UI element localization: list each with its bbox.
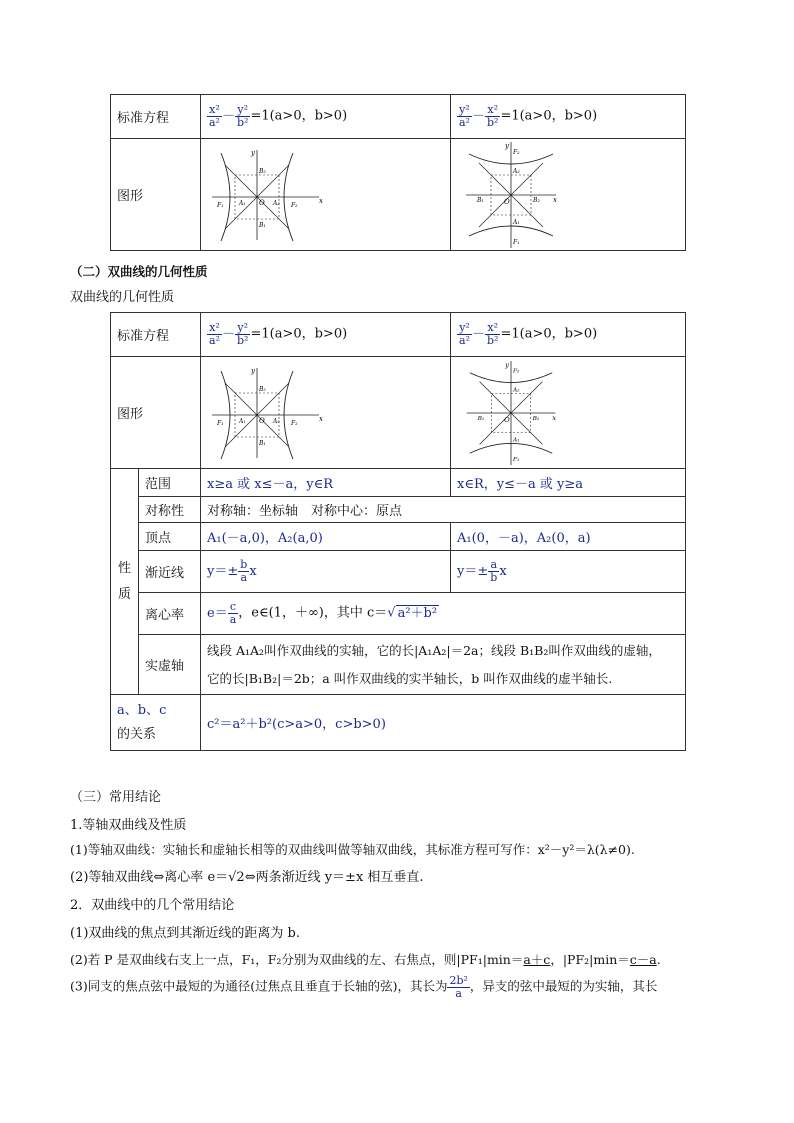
hyperbola-vertical-graph — [461, 140, 561, 250]
svg-text:F₁: F₁ — [217, 201, 224, 209]
svg-text:F₂: F₂ — [512, 368, 520, 375]
eq-tail: =1(a>0，b>0) — [500, 327, 598, 342]
symmetry-label: 对称性 — [139, 497, 201, 523]
graph-cell-vertical — [451, 139, 686, 251]
axes-line-2: 它的长|B₁B₂|＝2b；a 叫作双曲线的实半轴长，b 叫作双曲线的虚半轴长. — [207, 670, 613, 686]
svg-text:y: y — [505, 360, 510, 369]
sqrt-expression: √ a²＋b² — [387, 606, 438, 621]
vertex-vertical: A₁(0，－a)，A₂(0，a) — [451, 523, 686, 551]
svg-text:y: y — [251, 148, 255, 157]
graph-label: 图形 — [111, 357, 201, 469]
svg-text:F₁: F₁ — [512, 456, 520, 463]
svg-text:O: O — [259, 198, 265, 207]
abc-value: c²＝a²＋b²(c>a>0，c>b>0) — [201, 695, 686, 751]
conclusion-line-3: (2)等轴双曲线⇔离心率 e＝√2⇔两条渐近线 y＝±x 相互垂直. — [70, 870, 424, 885]
eq-tail: =1(a>0，b>0) — [250, 327, 348, 342]
conclusion-line-2: (1)等轴双曲线：实轴长和虚轴长相等的双曲线叫做等轴双曲线，其标准方程可写作：x²－y²＝λ(λ≠0). — [70, 842, 635, 857]
svg-text:B₂: B₂ — [259, 385, 266, 393]
svg-text:O: O — [504, 415, 510, 424]
svg-text:A₁: A₁ — [239, 199, 246, 207]
conclusion-line-5: (1)双曲线的焦点到其渐近线的距离为 b. — [70, 926, 301, 941]
eq-tail: =1(a>0，b>0) — [250, 109, 348, 124]
svg-text:A₁: A₁ — [239, 417, 246, 425]
eq-tail: =1(a>0，b>0) — [500, 109, 598, 124]
svg-text:x: x — [553, 195, 557, 204]
latus-rectum-fraction: $\frac{\text{2b²}}{a}$ — [449, 974, 468, 1000]
svg-text:A₂: A₂ — [273, 417, 280, 425]
std-eq-horizontal: $\frac{\text{x²}}{\text{a²}}$ － $\frac{\text{y²}}{\text{b²}}$ =1(a>0，b>0) — [201, 95, 451, 139]
svg-text:B₁: B₁ — [477, 415, 485, 422]
hyperbola-vertical-graph — [461, 359, 561, 467]
asymptote-label: 渐近线 — [139, 551, 201, 593]
hyperbola-horizontal-graph — [207, 363, 327, 463]
svg-text:B₂: B₂ — [533, 196, 540, 204]
vertex-horizontal: A₁(－a,0)，A₂(a,0) — [201, 523, 451, 551]
range-label: 范围 — [139, 469, 201, 497]
axes-label: 实虚轴 — [139, 635, 201, 695]
symmetry-value: 对称轴：坐标轴 对称中心：原点 — [201, 497, 686, 523]
hyperbola-horizontal-graph — [207, 145, 327, 245]
graph-cell-horizontal — [201, 139, 451, 251]
svg-text:x: x — [552, 413, 557, 422]
axes-line-1: 线段 A₁A₂叫作双曲线的实轴，它的长|A₁A₂|＝2a；线段 B₁B₂叫作双曲线的虚轴， — [207, 642, 661, 658]
svg-text:y: y — [505, 141, 509, 150]
svg-text:F₂: F₂ — [513, 148, 520, 156]
std-eq-vertical: $\frac{\text{y²}}{\text{a²}}$ － $\frac{\text{x²}}{\text{b²}}$ =1(a>0，b>0) — [451, 313, 686, 357]
table-top — [110, 94, 686, 251]
std-eq-horizontal: $\frac{\text{x²}}{\text{a²}}$ － $\frac{\text{y²}}{\text{b²}}$ =1(a>0，b>0) — [201, 313, 451, 357]
svg-text:A₂: A₂ — [273, 199, 280, 207]
svg-text:x: x — [319, 196, 323, 205]
abc-label: a、b、c 的关系 — [111, 695, 201, 751]
eccentricity-value: e＝ $\frac{c}{a}$ ，e∈(1，＋∞)，其中 c＝√ a²＋b² — [201, 593, 686, 635]
svg-text:A₂: A₂ — [512, 386, 520, 393]
svg-text:B₂: B₂ — [532, 415, 540, 422]
std-eq-label: 标准方程 — [111, 95, 201, 139]
svg-text:F₂: F₂ — [291, 419, 298, 427]
svg-text:O: O — [259, 416, 265, 425]
svg-text:y: y — [251, 366, 255, 375]
table-main — [110, 312, 686, 751]
section2-subtitle: 双曲线的几何性质 — [70, 290, 175, 305]
graph-cell-vertical — [451, 357, 686, 469]
graph-label: 图形 — [111, 139, 201, 251]
axes-value — [201, 635, 686, 695]
svg-text:A₁: A₁ — [512, 436, 520, 443]
svg-text:A₁: A₁ — [513, 218, 520, 226]
conclusion-line-4: 2．双曲线中的几个常用结论 — [70, 898, 235, 913]
section3-heading: （三）常用结论 — [70, 790, 162, 805]
std-eq-vertical: $\frac{\text{y²}}{\text{a²}}$ － $\frac{\text{x²}}{\text{b²}}$ =1(a>0，b>0) — [451, 95, 686, 139]
svg-text:B₂: B₂ — [259, 167, 266, 175]
property-label: 性质 — [111, 469, 139, 695]
svg-text:B₁: B₁ — [259, 221, 266, 229]
svg-text:F₁: F₁ — [513, 238, 520, 246]
svg-text:A₂: A₂ — [513, 167, 520, 175]
svg-text:B₁: B₁ — [477, 196, 484, 204]
vertex-label: 顶点 — [139, 523, 201, 551]
svg-text:F₂: F₂ — [291, 201, 298, 209]
conclusion-line-7: (3)同支的焦点弦中最短的为通径(过焦点且垂直于长轴的弦)，其长为 $\frac{\text{2b²}}{a}$ ，异支的弦中最短的为实轴，其长 — [70, 974, 658, 1000]
svg-text:F₁: F₁ — [217, 419, 224, 427]
conclusion-line-1: 1.等轴双曲线及性质 — [70, 818, 187, 833]
svg-text:B₁: B₁ — [259, 439, 266, 447]
graph-cell-horizontal — [201, 357, 451, 469]
conclusion-line-6: (2)若 P 是双曲线右支上一点，F₁，F₂分别为双曲线的左、右焦点，则|PF₁|min＝a＋c，|PF₂|min＝c－a. — [70, 952, 661, 967]
svg-text:O: O — [504, 197, 510, 206]
asymptote-horizontal: y＝± $\frac{b}{a}$ x — [201, 551, 451, 593]
asymptote-vertical: y＝± $\frac{a}{b}$ x — [451, 551, 686, 593]
section2-heading: （二）双曲线的几何性质 — [70, 264, 208, 279]
eccentricity-label: 离心率 — [139, 593, 201, 635]
range-horizontal: x≥a 或 x≤－a，y∈R — [201, 469, 451, 497]
std-eq-label: 标准方程 — [111, 313, 201, 357]
range-vertical: x∈R，y≤－a 或 y≥a — [451, 469, 686, 497]
svg-text:x: x — [319, 414, 323, 423]
